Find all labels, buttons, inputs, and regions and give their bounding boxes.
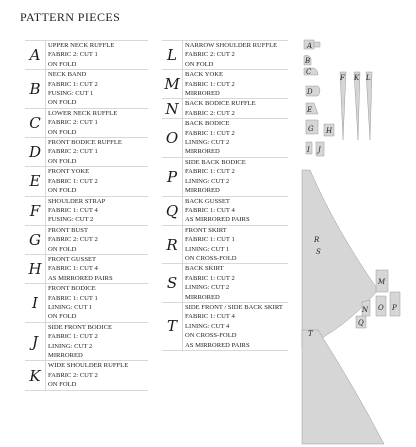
piece-details: [182, 119, 288, 157]
piece-cut-instruction: FABRIC 1: CUT 1: [185, 236, 235, 244]
piece-cut-instruction: FABRIC 1: CUT 2: [185, 274, 235, 282]
label-m: M: [378, 278, 386, 286]
piece-letter: O: [165, 129, 179, 148]
pieces-list-left: [25, 40, 148, 391]
piece-name: WIDE SHOULDER RUFFLE: [48, 362, 129, 370]
piece-cut-instruction: FABRIC 2: CUT 1: [48, 148, 98, 156]
page-title: PATTERN PIECES: [20, 10, 121, 24]
piece-entry-d: [25, 138, 148, 167]
piece-cut-instruction: FUSING: CUT 1: [48, 90, 94, 98]
piece-name: BACK BODICE: [185, 120, 230, 128]
piece-letter: Q: [165, 201, 179, 220]
piece-cut-instruction: MIRRORED: [185, 187, 220, 195]
label-d: D: [307, 88, 313, 96]
piece-cut-instruction: FABRIC 2: CUT 1: [48, 51, 98, 59]
piece-letter: D: [28, 143, 42, 162]
piece-name: SHOULDER STRAP: [48, 197, 106, 205]
piece-entry-m: [162, 70, 288, 99]
piece-entry-l: [162, 41, 288, 70]
piece-cut-instruction: FABRIC 1: CUT 4: [48, 206, 98, 214]
piece-letter: L: [167, 46, 177, 65]
pieces-list-right: [162, 40, 288, 351]
piece-cut-instruction: FABRIC 2: CUT 1: [48, 119, 98, 127]
piece-cut-instruction: LINING: CUT 2: [185, 139, 230, 147]
piece-cut-instruction: MIRRORED: [48, 352, 83, 359]
piece-letter: G: [29, 230, 41, 249]
piece-details: [45, 138, 148, 166]
piece-name: NARROW SHOULDER RUFFLE: [185, 42, 278, 49]
piece-name: FRONT BODICE: [48, 285, 96, 293]
piece-cut-instruction: ON FOLD: [48, 157, 77, 165]
piece-cut-instruction: ON FOLD: [48, 313, 77, 321]
piece-entry-g: [25, 226, 148, 255]
piece-letter: P: [166, 167, 178, 186]
piece-cut-instruction: LINING: CUT 1: [185, 245, 230, 253]
piece-cut-instruction: LINING: CUT 2: [48, 342, 93, 350]
piece-cut-instruction: ON FOLD: [48, 60, 77, 68]
piece-cut-instruction: FABRIC 1: CUT 2: [48, 80, 98, 88]
piece-letter: I: [32, 293, 38, 312]
piece-cut-instruction: FABRIC 1: CUT 2: [48, 333, 98, 341]
label-l: L: [366, 74, 371, 82]
label-e: E: [307, 106, 313, 114]
piece-cut-instruction: ON CROSS-FOLD: [185, 332, 237, 340]
piece-letter: T: [166, 317, 177, 336]
label-b: B: [305, 57, 311, 65]
piece-entry-b: [25, 70, 148, 109]
piece-cut-instruction: FABRIC 1: CUT 4: [185, 206, 235, 214]
piece-cut-instruction: FABRIC 2: CUT 2: [48, 236, 98, 244]
piece-name: UPPER NECK RUFFLE: [48, 42, 115, 49]
label-p: P: [392, 304, 397, 312]
piece-entry-f: [25, 197, 148, 226]
piece-entry-c: [25, 109, 148, 138]
piece-details: [45, 284, 148, 322]
piece-details: [45, 323, 148, 361]
piece-letter: S: [166, 274, 178, 293]
piece-cut-instruction: FUSING: CUT 2: [48, 216, 94, 224]
piece-details: [182, 158, 288, 196]
piece-letter: J: [31, 332, 38, 351]
piece-name: FRONT BODICE RUFFLE: [48, 139, 122, 147]
piece-details: [45, 197, 148, 225]
label-j: J: [318, 146, 321, 154]
piece-rs: [302, 170, 378, 348]
label-k: K: [354, 74, 360, 82]
pattern-layout-diagram: [296, 30, 416, 447]
piece-name: FRONT BUST: [48, 226, 89, 234]
piece-details: [182, 99, 288, 118]
label-g: G: [308, 125, 314, 133]
piece-name: SIDE FRONT BODICE: [48, 323, 112, 331]
piece-cut-instruction: FABRIC 2: CUT 2: [185, 109, 235, 117]
piece-cut-instruction: LINING: CUT 2: [185, 284, 230, 292]
piece-details: [45, 361, 148, 389]
piece-a-tail: [314, 42, 320, 47]
piece-letter: H: [28, 260, 42, 279]
piece-cut-instruction: FABRIC 2: CUT 2: [48, 371, 98, 379]
piece-cut-instruction: ON FOLD: [185, 60, 214, 68]
piece-entry-o: [162, 119, 288, 158]
piece-entry-s: [162, 264, 288, 303]
piece-letter: R: [166, 235, 178, 254]
label-a: A: [307, 42, 313, 50]
piece-entry-t: [162, 303, 288, 351]
label-f: F: [340, 74, 345, 82]
piece-cut-instruction: AS MIRRORED PAIRS: [48, 274, 113, 282]
piece-entry-q: [162, 197, 288, 226]
piece-details: [45, 255, 148, 283]
piece-name: SIDE FRONT / SIDE BACK SKIRT: [185, 303, 283, 311]
piece-cut-instruction: FABRIC 1: CUT 2: [185, 80, 235, 88]
piece-details: [182, 303, 288, 350]
piece-entry-a: [25, 41, 148, 70]
piece-letter: C: [29, 113, 41, 132]
piece-entry-p: [162, 158, 288, 197]
label-n: N: [362, 306, 369, 314]
piece-cut-instruction: FABRIC 1: CUT 1: [48, 294, 98, 302]
piece-details: [182, 264, 288, 302]
piece-details: [182, 70, 288, 98]
piece-details: [182, 41, 288, 69]
piece-details: [45, 70, 148, 108]
label-h: H: [326, 127, 333, 135]
piece-letter: N: [165, 99, 179, 118]
piece-details: [45, 109, 148, 137]
piece-details: [45, 226, 148, 254]
piece-letter: K: [29, 366, 41, 385]
piece-name: FRONT GUSSET: [48, 255, 97, 263]
piece-name: BACK GUSSET: [185, 197, 230, 205]
label-r: R: [314, 236, 320, 244]
piece-cut-instruction: FABRIC 1: CUT 2: [185, 168, 235, 176]
piece-cut-instruction: FABRIC 1: CUT 2: [185, 129, 235, 137]
piece-cut-instruction: ON FOLD: [48, 99, 77, 107]
piece-cut-instruction: ON FOLD: [48, 128, 77, 136]
label-i: I: [307, 146, 310, 154]
piece-details: [182, 197, 288, 225]
label-o: O: [378, 304, 384, 312]
piece-details: [182, 226, 288, 264]
piece-letter: B: [29, 80, 41, 99]
piece-cut-instruction: AS MIRRORED PAIRS: [185, 341, 250, 349]
piece-name: FRONT SKIRT: [185, 226, 227, 234]
piece-name: BACK YOKE: [185, 71, 224, 79]
piece-cut-instruction: ON CROSS-FOLD: [185, 254, 237, 262]
piece-details: [45, 41, 148, 69]
piece-letter: M: [164, 75, 180, 94]
piece-cut-instruction: FABRIC 1: CUT 4: [185, 313, 235, 321]
piece-letter: F: [29, 201, 41, 220]
piece-cut-instruction: ON FOLD: [48, 187, 77, 195]
piece-cut-instruction: MIRRORED: [185, 293, 220, 301]
piece-k: [354, 72, 360, 140]
piece-details: [45, 167, 148, 195]
piece-t: [302, 330, 384, 444]
piece-name: NECK BAND: [48, 71, 87, 79]
piece-letter: E: [29, 172, 41, 191]
piece-name: BACK SKIRT: [185, 265, 224, 273]
label-q: Q: [358, 319, 364, 327]
piece-entry-r: [162, 226, 288, 265]
piece-name: LOWER NECK RUFFLE: [48, 109, 118, 117]
label-c: C: [306, 68, 312, 76]
piece-cut-instruction: AS MIRRORED PAIRS: [185, 216, 250, 224]
piece-cut-instruction: LINING: CUT 2: [185, 177, 230, 185]
piece-letter: A: [29, 46, 41, 65]
piece-entry-e: [25, 167, 148, 196]
piece-cut-instruction: MIRRORED: [185, 90, 220, 98]
piece-cut-instruction: LINING: CUT 4: [185, 322, 230, 330]
piece-f: [340, 72, 346, 140]
piece-cut-instruction: MIRRORED: [185, 148, 220, 156]
piece-entry-h: [25, 255, 148, 284]
piece-cut-instruction: LINING: CUT 1: [48, 303, 93, 311]
piece-entry-k: [25, 361, 148, 390]
piece-name: FRONT YOKE: [48, 168, 90, 176]
piece-name: SIDE BACK BODICE: [185, 158, 246, 166]
piece-cut-instruction: ON FOLD: [48, 381, 77, 389]
piece-cut-instruction: FABRIC 1: CUT 4: [48, 265, 98, 273]
piece-name: BACK BODICE RUFFLE: [185, 100, 256, 108]
piece-cut-instruction: FABRIC 2: CUT 2: [185, 51, 235, 59]
label-t: T: [308, 330, 313, 338]
piece-cut-instruction: FABRIC 1: CUT 2: [48, 177, 98, 185]
piece-cut-instruction: ON FOLD: [48, 245, 77, 253]
piece-entry-i: [25, 284, 148, 323]
piece-entry-n: [162, 99, 288, 119]
piece-l: [366, 72, 372, 140]
piece-entry-j: [25, 323, 148, 362]
label-s: S: [316, 248, 321, 256]
